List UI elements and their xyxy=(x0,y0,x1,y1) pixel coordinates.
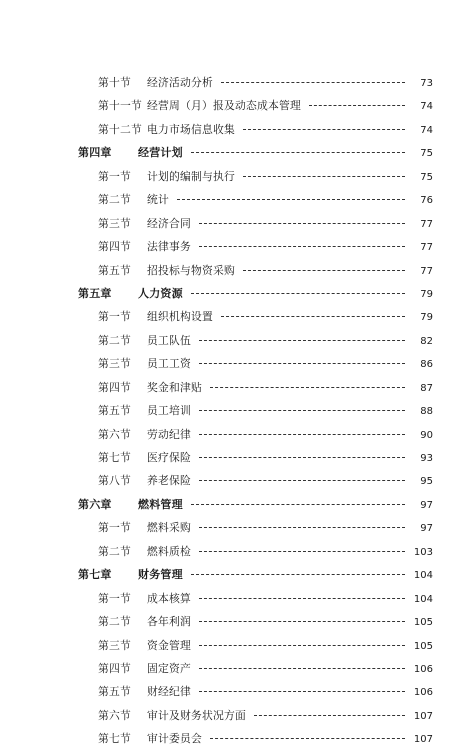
dot-leader xyxy=(254,715,405,716)
section-title: 统计 xyxy=(147,193,169,207)
section-title: 医疗保险 xyxy=(147,451,191,464)
page-number: 75 xyxy=(420,171,433,183)
section-title: 招投标与物资采购 xyxy=(147,263,235,277)
section-number: 第二节 xyxy=(98,333,131,347)
section-title: 固定资产 xyxy=(147,661,191,675)
section-number: 第二节 xyxy=(98,193,131,207)
section-title: 审计委员会 xyxy=(147,732,202,746)
section-title: 财经纪律 xyxy=(147,685,191,699)
toc-section-row[interactable] xyxy=(78,165,433,188)
toc-section-row[interactable] xyxy=(78,118,433,141)
section-number: 第二节 xyxy=(98,544,131,558)
section-number: 第一节 xyxy=(98,521,131,535)
section-number: 第一节 xyxy=(98,169,131,183)
dot-leader xyxy=(199,363,405,364)
toc-entry-label xyxy=(98,305,213,328)
toc-entry-label xyxy=(98,188,169,211)
dot-leader xyxy=(199,527,405,528)
section-title: 法律事务 xyxy=(147,240,191,254)
toc-entry-label xyxy=(98,469,191,492)
page-number: 105 xyxy=(413,617,433,629)
toc-entry-label xyxy=(98,657,191,680)
dot-leader xyxy=(243,129,405,130)
toc-entry-label xyxy=(98,329,191,352)
section-number: 第五节 xyxy=(98,263,131,277)
dot-leader xyxy=(221,316,405,317)
toc-section-row[interactable] xyxy=(78,376,433,399)
toc-chapter-row[interactable] xyxy=(78,563,433,586)
toc-section-row[interactable] xyxy=(78,587,433,610)
toc-section-row[interactable] xyxy=(78,727,433,750)
section-title: 燃料质检 xyxy=(147,544,191,558)
toc-section-row[interactable] xyxy=(78,259,433,282)
dot-leader xyxy=(221,82,405,83)
toc-section-row[interactable] xyxy=(78,610,433,633)
toc-entry-label xyxy=(98,212,191,235)
toc-entry-label xyxy=(78,141,183,164)
toc-entry-label xyxy=(98,610,191,633)
section-title: 员工工资 xyxy=(147,357,191,371)
chapter-number: 第六章 xyxy=(78,497,112,511)
toc-entry-label xyxy=(78,493,183,516)
toc-chapter-row[interactable] xyxy=(78,493,433,516)
page-number: 104 xyxy=(413,593,433,605)
section-title: 经济合同 xyxy=(147,216,191,230)
dot-leader xyxy=(199,691,405,692)
dot-leader xyxy=(199,621,405,622)
dot-leader xyxy=(199,668,405,669)
page-number: 76 xyxy=(420,195,433,207)
section-number: 第四节 xyxy=(98,240,131,254)
dot-leader xyxy=(199,434,405,435)
section-number: 第十节 xyxy=(98,76,131,89)
dot-leader xyxy=(243,270,405,271)
chapter-title: 人力资源 xyxy=(138,286,183,300)
page-number: 97 xyxy=(420,523,433,535)
dot-leader xyxy=(243,176,405,177)
section-number: 第一节 xyxy=(98,310,131,324)
page-number: 104 xyxy=(413,570,433,582)
page-number: 106 xyxy=(413,663,433,675)
toc-section-row[interactable] xyxy=(78,329,433,352)
toc-section-row[interactable] xyxy=(78,634,433,657)
section-number: 第四节 xyxy=(98,380,131,394)
toc-section-row[interactable] xyxy=(78,71,433,94)
dot-leader xyxy=(199,246,405,247)
page-number: 103 xyxy=(413,546,433,558)
dot-leader xyxy=(210,738,405,739)
chapter-number: 第四章 xyxy=(78,146,112,160)
page-number: 79 xyxy=(420,312,433,324)
dot-leader xyxy=(199,223,405,224)
toc-section-row[interactable] xyxy=(78,399,433,422)
dot-leader xyxy=(199,410,405,411)
dot-leader xyxy=(199,598,405,599)
dot-leader xyxy=(199,340,405,341)
section-title: 资金管理 xyxy=(147,638,191,652)
dot-leader xyxy=(191,293,405,294)
section-number: 第四节 xyxy=(98,661,131,675)
toc-section-row[interactable] xyxy=(78,446,433,469)
toc-entry-label xyxy=(98,118,235,141)
toc-entry-label xyxy=(98,94,301,117)
chapter-title: 财务管理 xyxy=(138,568,183,582)
page-number: 93 xyxy=(420,453,433,464)
section-number: 第三节 xyxy=(98,216,131,230)
dot-leader xyxy=(199,645,405,646)
section-title: 员工培训 xyxy=(147,404,191,418)
page-number: 74 xyxy=(420,124,433,136)
toc-chapter-row[interactable] xyxy=(78,282,433,305)
page-number: 90 xyxy=(420,429,433,441)
section-title: 燃料采购 xyxy=(147,521,191,535)
toc-section-row[interactable] xyxy=(78,516,433,539)
page-number: 79 xyxy=(420,288,433,300)
dot-leader xyxy=(199,457,405,458)
toc-entry-label xyxy=(98,376,202,399)
dot-leader xyxy=(177,199,405,200)
section-number: 第二节 xyxy=(98,615,131,629)
toc-entry-label xyxy=(98,516,191,539)
page-number: 105 xyxy=(413,640,433,652)
chapter-title: 燃料管理 xyxy=(138,497,183,511)
toc-section-row[interactable] xyxy=(78,657,433,680)
section-title: 电力市场信息收集 xyxy=(147,122,235,136)
toc-entry-label xyxy=(98,399,191,422)
chapter-number: 第五章 xyxy=(78,286,112,300)
section-title: 养老保险 xyxy=(147,474,191,488)
toc-entry-label xyxy=(98,423,191,446)
section-number: 第七节 xyxy=(98,451,131,464)
toc-section-row[interactable] xyxy=(78,469,433,492)
page-number: 87 xyxy=(420,382,433,394)
table-of-contents xyxy=(78,71,433,751)
section-title: 各年利润 xyxy=(147,615,191,629)
page-number: 74 xyxy=(420,101,433,113)
section-title: 计划的编制与执行 xyxy=(147,169,235,183)
toc-entry-label xyxy=(98,165,235,188)
page-number: 77 xyxy=(420,265,433,277)
section-number: 第三节 xyxy=(98,357,131,371)
page-number: 86 xyxy=(420,359,433,371)
page-number: 77 xyxy=(420,242,433,254)
toc-section-row[interactable] xyxy=(78,188,433,211)
section-number: 第六节 xyxy=(98,427,131,441)
dot-leader xyxy=(199,551,405,552)
toc-section-row[interactable] xyxy=(78,423,433,446)
toc-section-row[interactable] xyxy=(78,704,433,727)
toc-entry-label xyxy=(98,634,191,657)
toc-entry-label xyxy=(78,282,183,305)
section-title: 劳动纪律 xyxy=(147,427,191,441)
section-number: 第六节 xyxy=(98,708,131,722)
section-number: 第三节 xyxy=(98,638,131,652)
dot-leader xyxy=(210,387,405,388)
page-number: 88 xyxy=(420,406,433,418)
toc-entry-label xyxy=(98,727,202,750)
page-number: 95 xyxy=(420,476,433,488)
page-number: 73 xyxy=(420,78,433,89)
page-number: 106 xyxy=(413,687,433,699)
section-number: 第十二节 xyxy=(98,122,142,136)
chapter-number: 第七章 xyxy=(78,568,112,582)
page-number: 107 xyxy=(413,734,433,746)
toc-entry-label xyxy=(78,563,183,586)
toc-section-row[interactable] xyxy=(78,235,433,258)
section-number: 第五节 xyxy=(98,685,131,699)
toc-entry-label xyxy=(98,540,191,563)
section-number: 第七节 xyxy=(98,732,131,746)
page-number: 77 xyxy=(420,218,433,230)
dot-leader xyxy=(191,504,405,505)
toc-entry-label xyxy=(98,704,246,727)
page-number: 75 xyxy=(420,148,433,160)
section-title: 审计及财务状况方面 xyxy=(147,708,246,722)
toc-chapter-row[interactable] xyxy=(78,141,433,164)
toc-entry-label xyxy=(98,587,191,610)
toc-entry-label xyxy=(98,71,213,94)
dot-leader xyxy=(191,152,405,153)
toc-section-row[interactable] xyxy=(78,305,433,328)
chapter-title: 经营计划 xyxy=(138,146,183,160)
page-number: 97 xyxy=(420,499,433,511)
section-title: 经济活动分析 xyxy=(147,76,213,89)
toc-section-row[interactable] xyxy=(78,212,433,235)
toc-section-row[interactable] xyxy=(78,94,433,117)
section-title: 员工队伍 xyxy=(147,333,191,347)
toc-entry-label xyxy=(98,235,191,258)
dot-leader xyxy=(309,105,405,106)
section-number: 第十一节 xyxy=(98,99,142,113)
toc-entry-label xyxy=(98,259,235,282)
section-number: 第一节 xyxy=(98,591,131,605)
toc-section-row[interactable] xyxy=(78,352,433,375)
section-number: 第五节 xyxy=(98,404,131,418)
section-number: 第八节 xyxy=(98,474,131,488)
dot-leader xyxy=(199,480,405,481)
toc-section-row[interactable] xyxy=(78,540,433,563)
section-title: 组织机构设置 xyxy=(147,310,213,324)
page-number: 107 xyxy=(413,710,433,722)
section-title: 奖金和津贴 xyxy=(147,380,202,394)
page-number: 82 xyxy=(420,335,433,347)
dot-leader xyxy=(191,574,405,575)
section-title: 经营周（月）报及动态成本管理 xyxy=(147,99,301,113)
section-title: 成本核算 xyxy=(147,591,191,605)
toc-entry-label xyxy=(98,446,191,469)
toc-entry-label xyxy=(98,352,191,375)
